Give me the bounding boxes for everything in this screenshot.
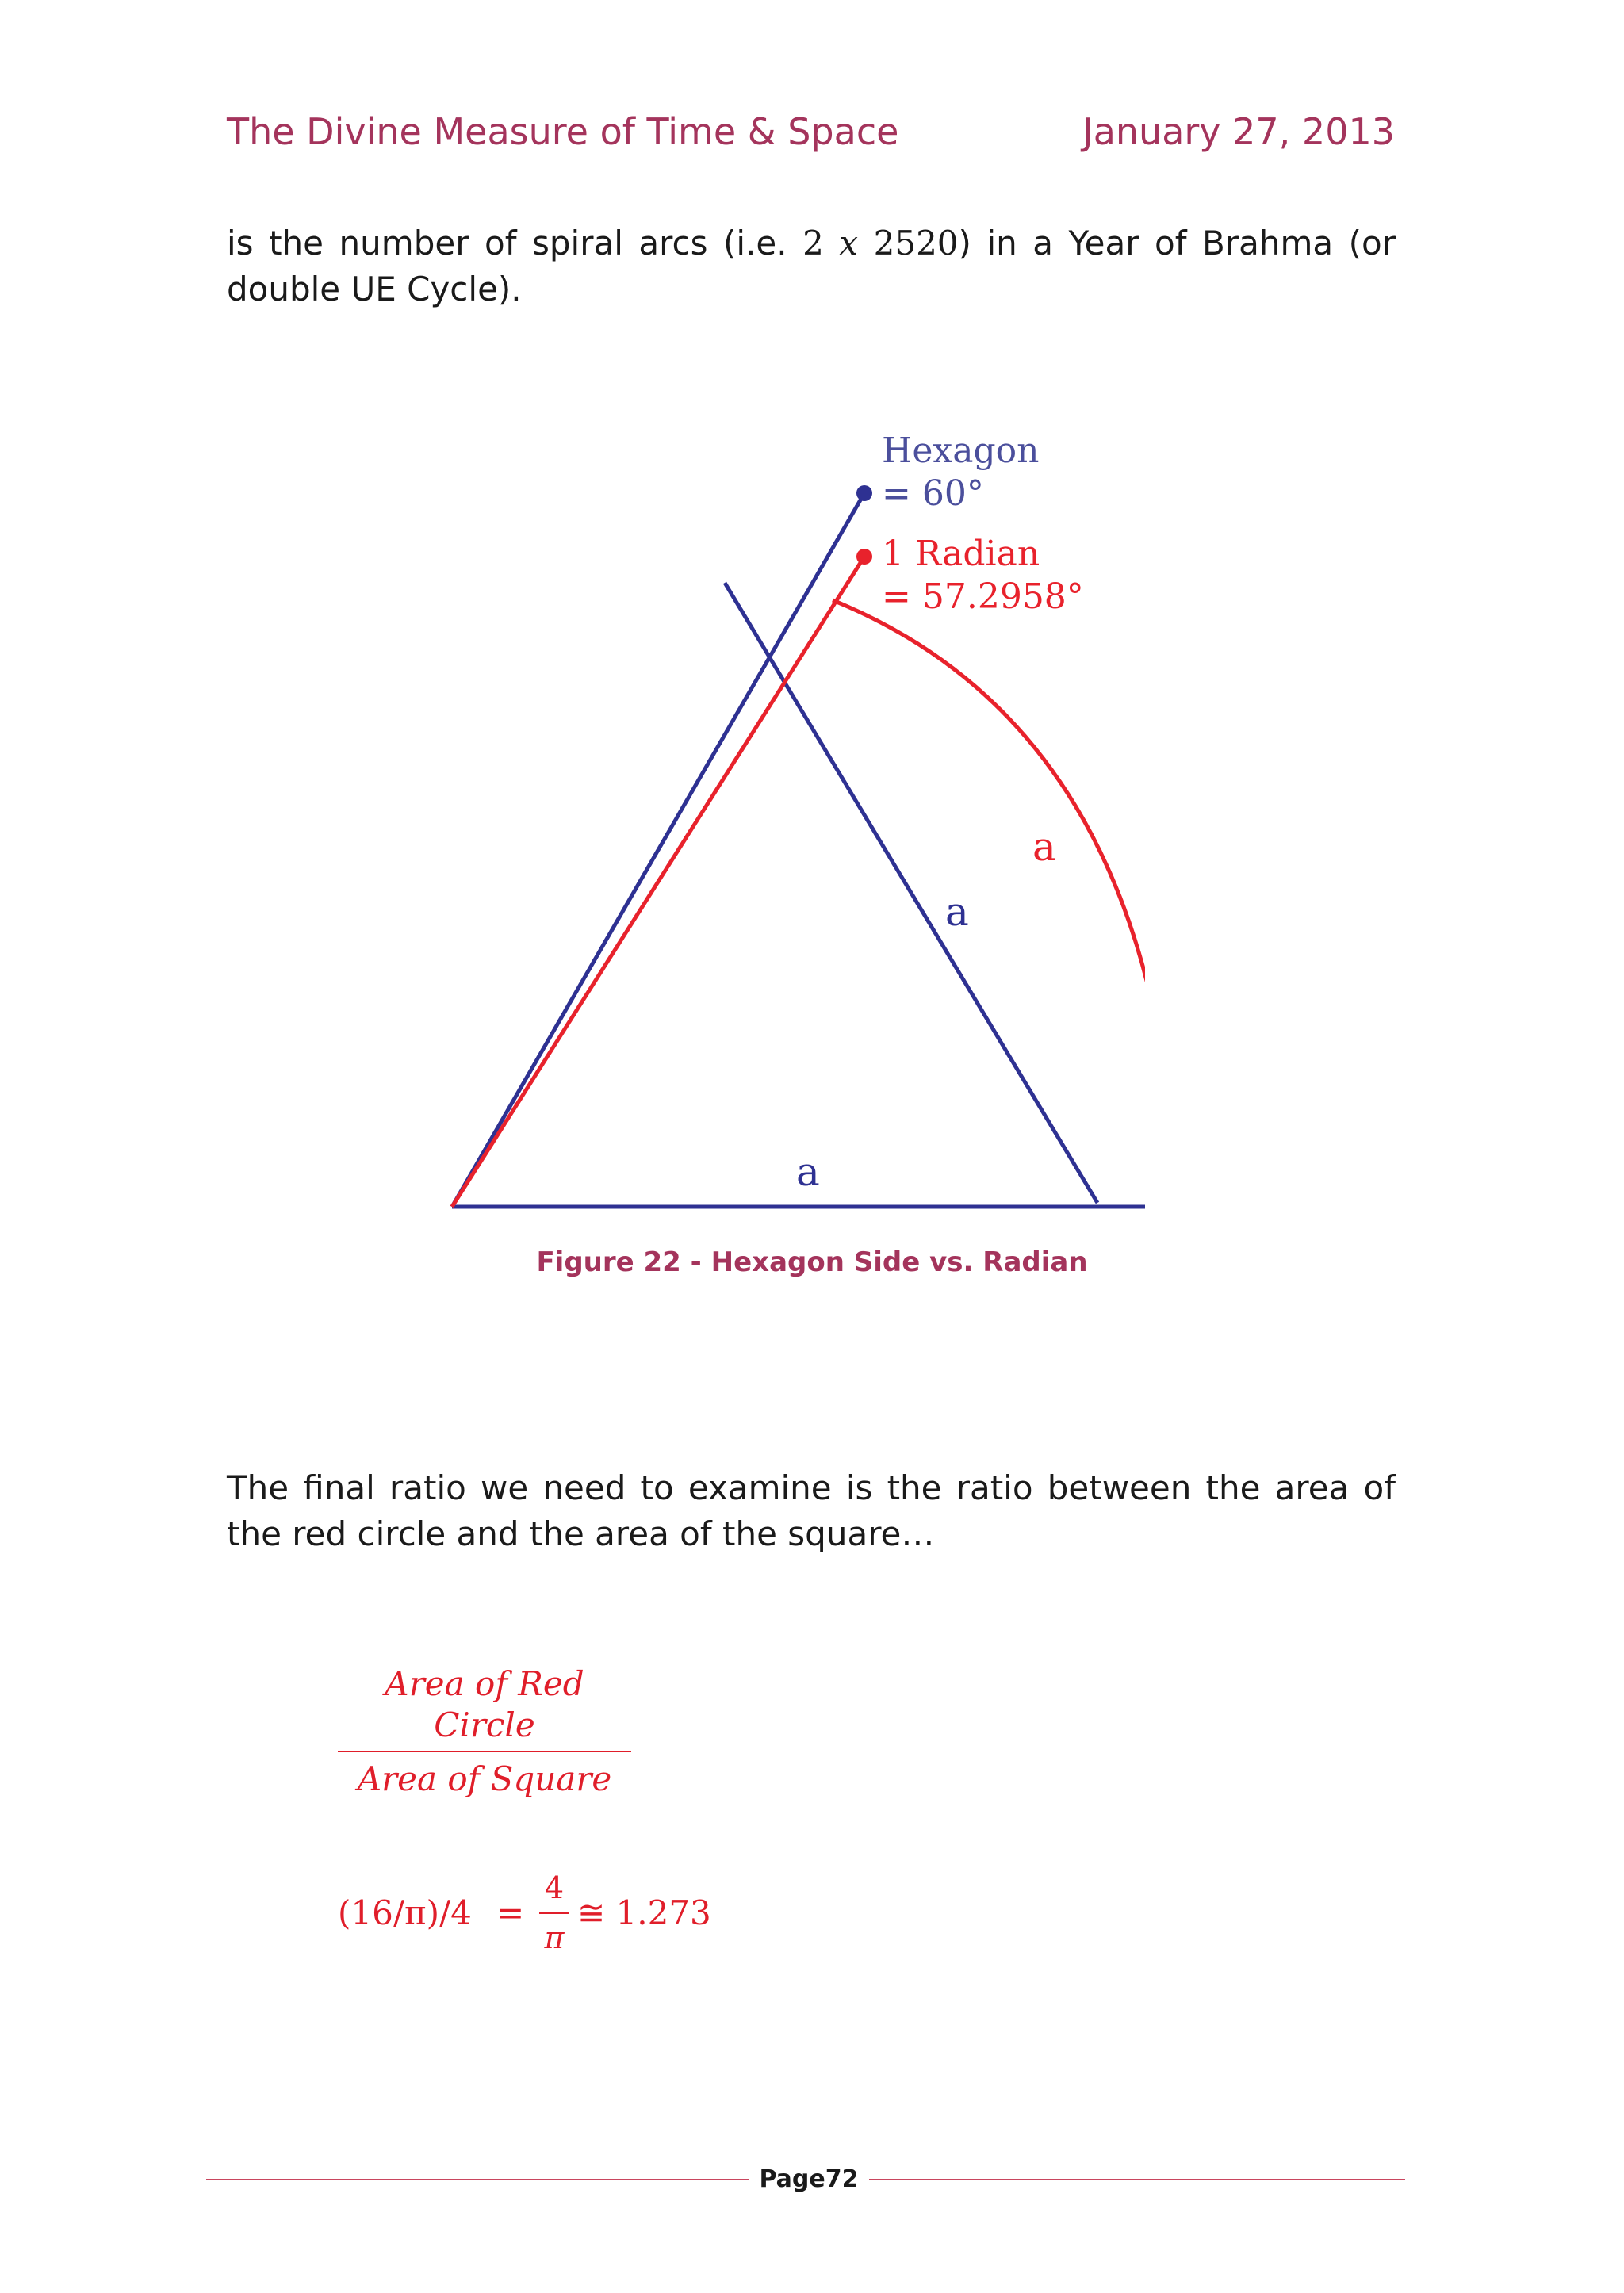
body-paragraph-1	[227, 220, 1396, 312]
inline-math-x: x	[839, 224, 859, 262]
equation-fraction-bar	[539, 1912, 569, 1914]
para1-text-start: is the number of spiral arcs (i.e.	[227, 224, 803, 262]
equation-fraction-denominator: π	[544, 1920, 565, 1955]
fraction-bar	[338, 1751, 631, 1752]
equation-equals: =	[496, 1893, 525, 1932]
equation-rhs: ≅ 1.273	[577, 1893, 711, 1932]
radian-label: 1 Radian	[882, 534, 1040, 574]
footer-rule-left	[206, 2179, 749, 2180]
radian-value: = 57.2958°	[882, 576, 1084, 617]
figure-background	[320, 361, 1145, 1296]
inline-math-b: 2520	[858, 224, 959, 262]
equation-fraction	[536, 1870, 573, 1955]
page-number: Page72	[759, 2165, 859, 2193]
document-date: January 27, 2013	[1082, 110, 1395, 153]
hexagon-label: Hexagon	[882, 431, 1040, 471]
document-title: The Divine Measure of Time & Space	[227, 110, 899, 153]
para1-text-end: ) in a Year of Brahma (or double UE Cycle).	[227, 224, 1396, 308]
inline-math-a: 2	[802, 224, 840, 262]
figure-diagram	[320, 361, 1145, 1296]
figure-caption: Figure 22 - Hexagon Side vs. Radian	[536, 1246, 1088, 1278]
hexagon-radian-figure	[320, 361, 1145, 1296]
hexagon-endpoint-dot	[856, 485, 872, 501]
area-ratio-fraction	[338, 1663, 631, 1800]
radian-endpoint-dot	[856, 549, 872, 565]
inline-math	[802, 224, 958, 262]
equation-fraction-numerator: 4	[544, 1870, 565, 1905]
base-side-label: a	[796, 1149, 820, 1195]
arc-side-label: a	[1032, 824, 1056, 870]
hexagon-value: = 60°	[882, 473, 984, 514]
footer-rule-right	[869, 2179, 1405, 2180]
fraction-numerator: Area of Red Circle	[385, 1664, 584, 1744]
equation-lhs: (16/π)/4	[338, 1893, 472, 1932]
fraction-denominator: Area of Square	[357, 1759, 612, 1798]
body-paragraph-2: The final ratio we need to examine is the ratio between the area of the red circle and the area of the square…	[227, 1468, 1396, 1553]
right-side-label: a	[945, 889, 969, 935]
